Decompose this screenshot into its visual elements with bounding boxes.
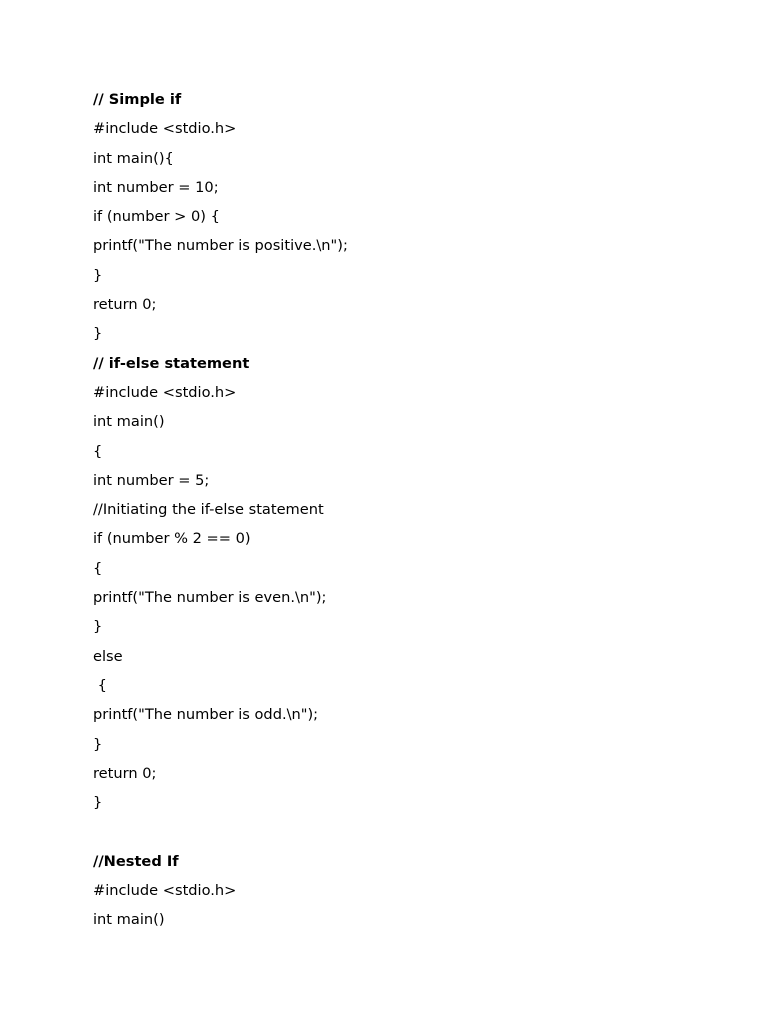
blank-line (93, 817, 713, 846)
code-line: { (93, 676, 107, 694)
code-line: else (93, 647, 123, 665)
code-line: int main() (93, 413, 165, 431)
code-line: { (93, 442, 103, 460)
code-line: } (93, 325, 103, 343)
code-line: int main(){ (93, 149, 174, 167)
section-heading: // Simple if (93, 91, 182, 108)
code-line: } (93, 735, 103, 753)
code-line: return 0; (93, 764, 157, 782)
code-line: } (93, 794, 103, 812)
code-line: #include <stdio.h> (93, 882, 237, 900)
section-heading: // if-else statement (93, 354, 250, 372)
code-line: return 0; (93, 296, 157, 314)
code-line: #include <stdio.h> (93, 120, 237, 138)
code-line: //Initiating the if-else statement (93, 501, 324, 519)
code-line: } (93, 618, 103, 636)
code-line: if (number % 2 == 0) (93, 530, 251, 548)
code-line: int number = 5; (93, 471, 210, 489)
code-line: #include <stdio.h> (93, 383, 237, 401)
code-line: int main() (93, 911, 165, 929)
code-line: { (93, 559, 103, 577)
section-heading: //Nested If (93, 852, 179, 870)
code-line: printf("The number is positive.\n"); (93, 237, 348, 255)
code-line: int number = 10; (93, 178, 219, 196)
code-line: printf("The number is odd.\n"); (93, 706, 319, 724)
code-line: if (number > 0) { (93, 208, 220, 226)
code-line: printf("The number is even.\n"); (93, 589, 327, 607)
document-body (93, 85, 713, 935)
code-line: } (93, 266, 103, 284)
